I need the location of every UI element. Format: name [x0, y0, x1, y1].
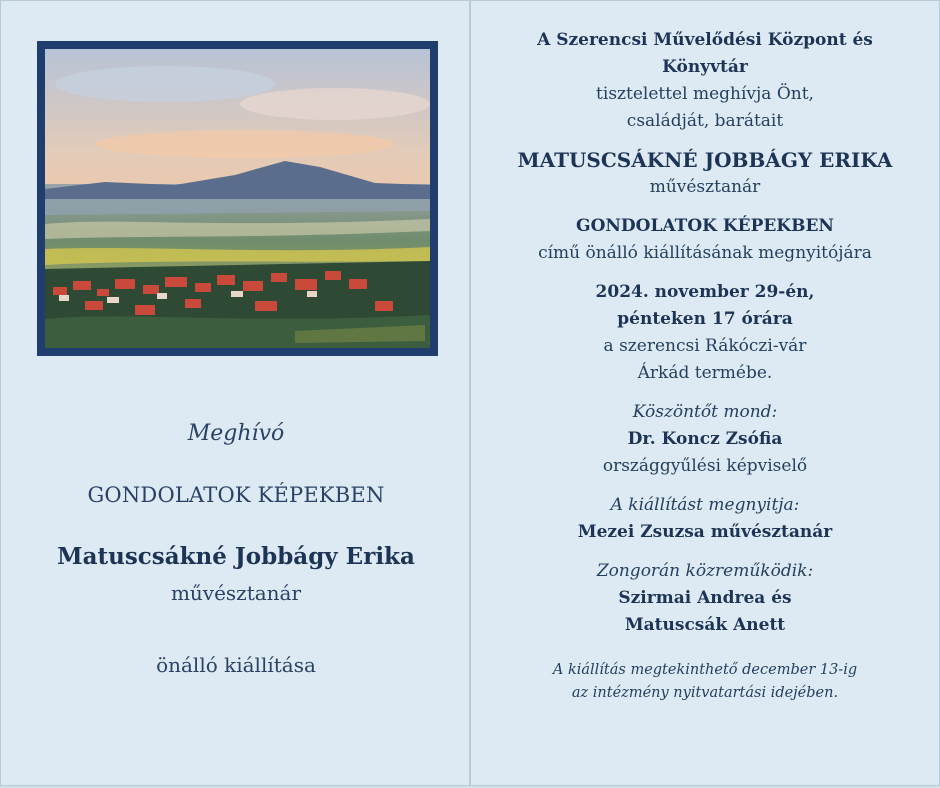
host-line-2: Könyvtár — [662, 57, 748, 77]
date-line-1: 2024. november 29-én, — [595, 282, 815, 302]
piano-name-2: Matuscsák Anett — [624, 615, 786, 635]
landscape-painting-icon — [45, 49, 430, 348]
exhibition-title: GONDOLATOK KÉPEKBEN — [576, 216, 834, 236]
place-line-1: a szerencsi Rákóczi-vár — [603, 336, 807, 356]
place-line-2: Árkád termébe. — [637, 363, 773, 383]
opening-label: A kiállítást megnyitja: — [610, 495, 800, 515]
visiting-note-1: A kiállítás megtekinthető december 13-ig — [552, 662, 858, 678]
left-panel — [0, 0, 470, 786]
artist-name-caps: MATUSCSÁKNÉ JOBBÁGY ERIKA — [517, 148, 893, 172]
invitation-label: Meghívó — [187, 421, 285, 446]
invite-line-2: családját, barátait — [626, 111, 784, 131]
opening-name: Mezei Zsuzsa művésztanár — [577, 522, 833, 542]
date-line-2: pénteken 17 órára — [617, 309, 793, 329]
greeting-role: országgyűlési képviselő — [602, 456, 808, 476]
exhibition-subtitle: című önálló kiállításának megnyitójára — [538, 243, 872, 263]
host-line-1: A Szerencsi Művelődési Központ és — [537, 30, 873, 50]
invite-line-1: tisztelettel meghívja Önt, — [596, 84, 814, 104]
artist-role: művésztanár — [649, 177, 761, 197]
artist-name: Matuscsákné Jobbágy Erika — [57, 543, 415, 570]
painting-frame — [37, 41, 438, 356]
invitation-text — [471, 27, 939, 705]
visiting-note-2: az intézmény nyitvatartási idejében. — [571, 685, 839, 701]
greeting-label: Köszöntőt mond: — [632, 402, 778, 422]
solo-exhibition-label: önálló kiállítása — [156, 653, 316, 677]
right-panel — [470, 0, 940, 786]
piano-name-1: Szirmai Andrea és — [618, 588, 792, 608]
exhibition-title: GONDOLATOK KÉPEKBEN — [87, 483, 385, 507]
artist-role: művésztanár — [170, 581, 302, 605]
greeting-name: Dr. Koncz Zsófia — [627, 429, 783, 449]
piano-label: Zongorán közreműködik: — [596, 561, 814, 581]
